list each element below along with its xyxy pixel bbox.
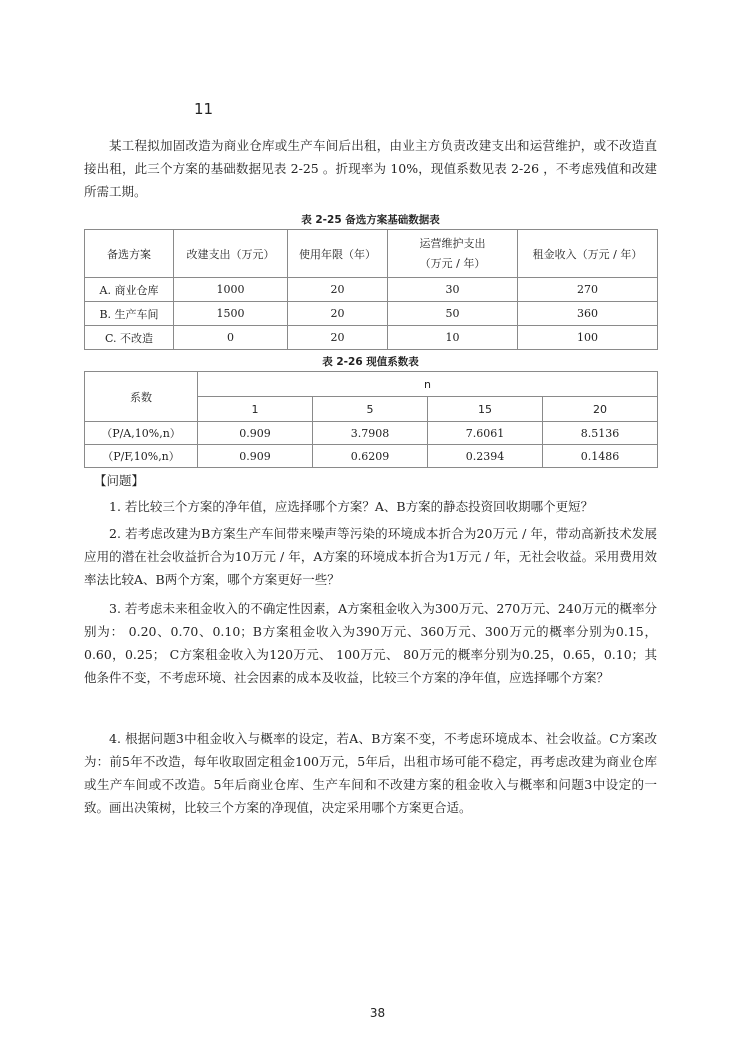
question-4: 4. 根据问题3中租金收入与概率的设定，若A、B方案不变，不考虑环境成本、社会收益。C方案改为：前5年不改造，每年收取固定租金100万元，5年后，出租市场可能不稳定，再考虑改建为商业仓库或生产车间或不改造。5年后商业仓库、生产车间和不改建方案的租金收入与概率和问题3中设定的一致。画出决策树，比较三个方案的净现值，决定采用哪个方案更合适。 xyxy=(84,731,657,815)
table-row xyxy=(85,445,658,468)
question-2: 2. 若考虑改建为B方案生产车间带来噪声等污染的环境成本折合为20万元 / 年，带动高新技术发展应用的潜在社会收益折合为10万元 / 年，A方案的环境成本折合为1万元 / 年，无社会收益。采用费用效率法比较A、B两个方案，哪个方案更好一些？ xyxy=(84,526,657,587)
question-3: 3. 若考虑未来租金收入的不确定性因素，A方案租金收入为300万元、270万元、240万元的概率分别为： 0.20、0.70、0.10；B方案租金收入为390万元、360万元、300万元的概率分别为0.15，0.60，0.25； C方案租金收入为120万元、 100万元、 80万元的概率分别为0.25，0.65，0.10；其他条件不变，不考虑环境、社会因素的成本及收益，比较三个方案的净年值，应选择哪个方案？ xyxy=(84,601,657,685)
table1-header-row xyxy=(85,230,658,278)
cell: 10 xyxy=(388,326,518,350)
table2-caption: 表 2-26 现值系数表 xyxy=(322,356,419,368)
section-number: 11 xyxy=(194,100,214,118)
cell: 0.6209 xyxy=(313,445,428,468)
table2-header-row xyxy=(85,372,658,397)
table-row xyxy=(85,278,658,302)
cell: 360 xyxy=(518,302,658,326)
om-cost-line2: （万元 / 年） xyxy=(419,256,486,270)
alternatives-table xyxy=(84,229,658,350)
col-header-rent-income: 租金收入（万元 / 年） xyxy=(518,230,658,278)
cell: 0.2394 xyxy=(428,445,543,468)
col-header-alternative: 备选方案 xyxy=(85,230,174,278)
question-1: 1. 若比较三个方案的净年值，应选择哪个方案？A、B方案的静态投资回收期哪个更短？ xyxy=(109,499,594,514)
cell: C. 不改造 xyxy=(85,326,174,350)
cell: 7.6061 xyxy=(428,422,543,445)
cell: 20 xyxy=(288,326,388,350)
present-value-coefficient-table xyxy=(84,371,658,468)
cell: A. 商业仓库 xyxy=(85,278,174,302)
col-header-coefficient: 系数 xyxy=(85,372,198,422)
cell: （P/A,10%,n） xyxy=(85,422,198,445)
cell: 0.909 xyxy=(198,422,313,445)
col-header-om-cost xyxy=(388,230,518,278)
cell: 0 xyxy=(174,326,288,350)
table1-caption: 表 2-25 备选方案基础数据表 xyxy=(301,214,440,226)
n-value: 15 xyxy=(428,397,543,422)
n-value: 5 xyxy=(313,397,428,422)
cell: 20 xyxy=(288,302,388,326)
cell: 8.5136 xyxy=(543,422,658,445)
om-cost-line1: 运营维护支出 xyxy=(419,236,486,250)
cell: （P/F,10%,n） xyxy=(85,445,198,468)
cell: 1000 xyxy=(174,278,288,302)
col-header-n: n xyxy=(198,372,658,397)
cell: 1500 xyxy=(174,302,288,326)
questions-heading: 【问题】 xyxy=(94,473,145,488)
table-row xyxy=(85,422,658,445)
cell: 100 xyxy=(518,326,658,350)
cell: B. 生产车间 xyxy=(85,302,174,326)
cell: 0.1486 xyxy=(543,445,658,468)
cell: 20 xyxy=(288,278,388,302)
page-number: 38 xyxy=(369,1006,386,1020)
n-value: 20 xyxy=(543,397,658,422)
cell: 3.7908 xyxy=(313,422,428,445)
col-header-service-life: 使用年限（年） xyxy=(288,230,388,278)
n-value: 1 xyxy=(198,397,313,422)
table-row xyxy=(85,326,658,350)
cell: 30 xyxy=(388,278,518,302)
cell: 0.909 xyxy=(198,445,313,468)
cell: 50 xyxy=(388,302,518,326)
cell: 270 xyxy=(518,278,658,302)
col-header-construction-cost: 改建支出（万元） xyxy=(174,230,288,278)
intro-paragraph: 某工程拟加固改造为商业仓库或生产车间后出租，由业主方负责改建支出和运营维护，或不改造直接出租，此三个方案的基础数据见表 2-25 。折现率为 10%，现值系数见表 2-26 ，不考虑残值和改建所需工期。 xyxy=(84,138,657,199)
table-row xyxy=(85,302,658,326)
